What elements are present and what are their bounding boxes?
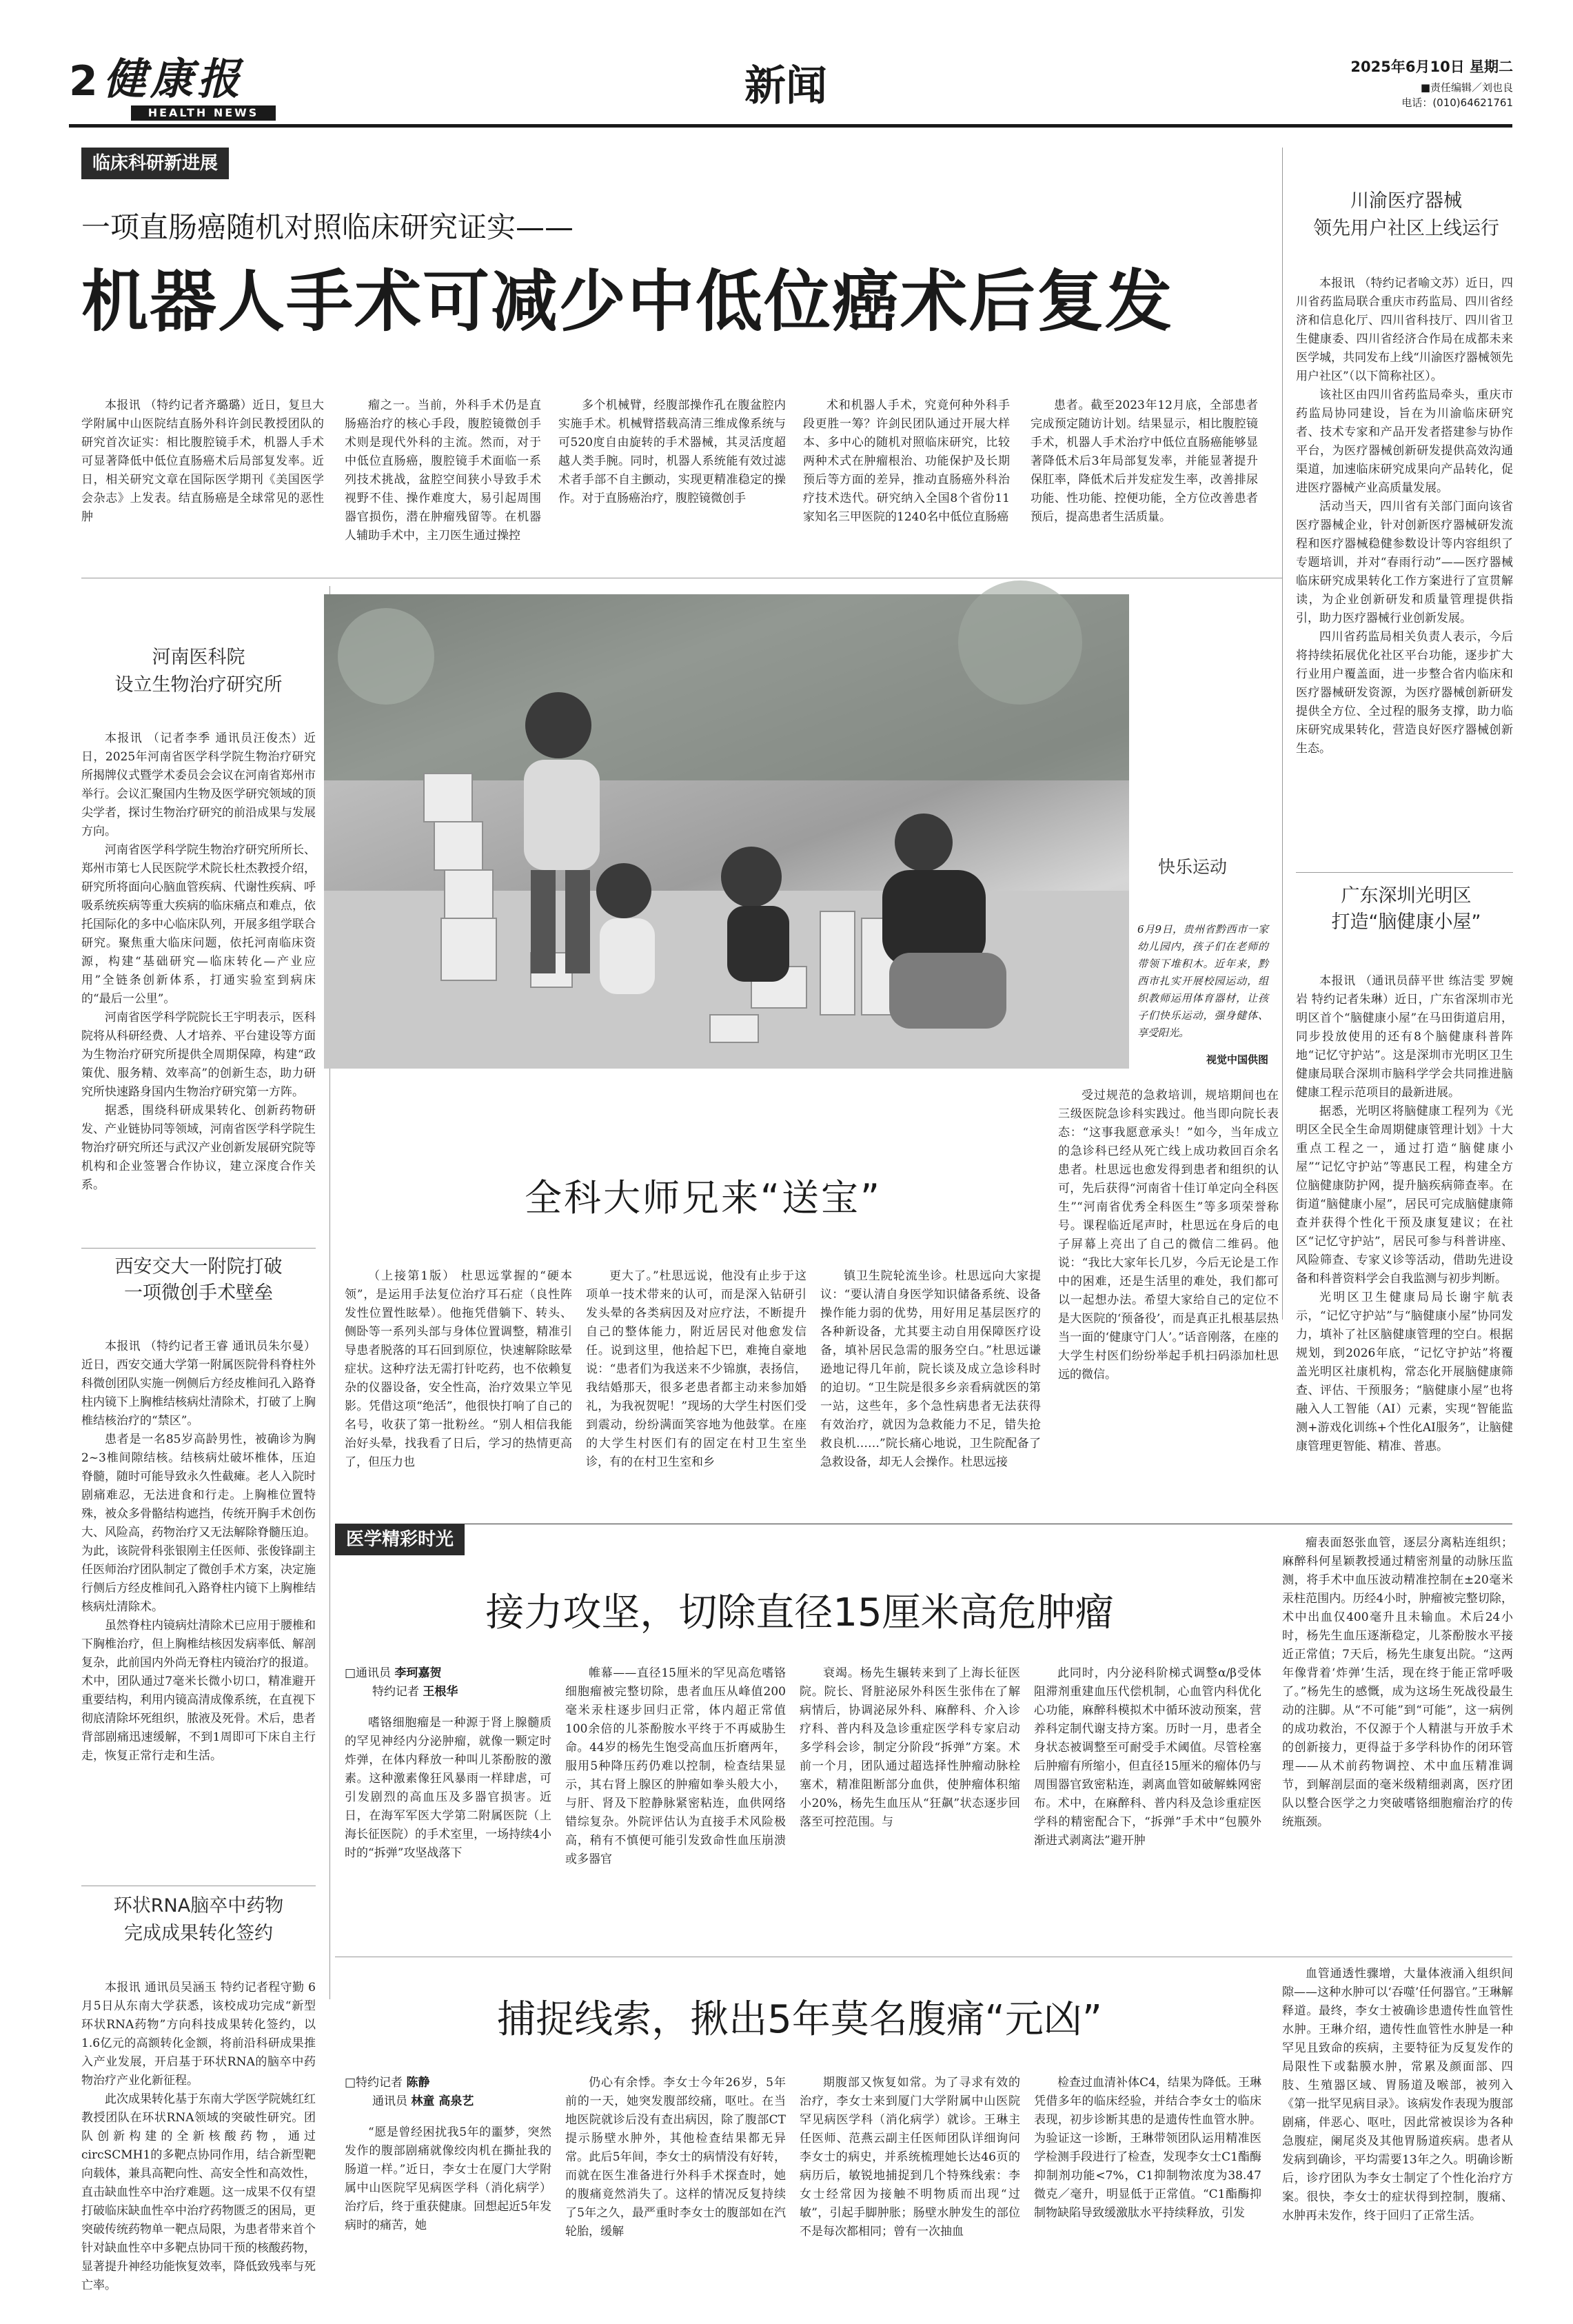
buzhuo-col-5: 血管通透性骤增，大量体液涌入组织间隙——这种水肿可以‘吞噬’任何器官。”王琳解释道。最终，李女士被确诊患遗传性血管性水肿。王琳介绍，遗传性血管性水肿是一种罕见且致命的疾病，主要特征为反复发作的局限性下或黏膜水肿，常累及颜面部、四肢、生殖器区域、胃肠道及喉部，被列入《第一批罕见病目录》。该病发作表现为腹部剧痛，伴恶心、呕吐，因此常被误诊为各种急腹症，阑尾炎及其他胃肠道疾病。患者从发病到确诊，平均需要13年之久。明确诊断后，诊疗团队为李女士制定了个性化治疗方案。很快，李女士的症状得到控制，腹痛、水肿再未发作，终于回归了正常生活。: [1282, 1967, 1513, 2223]
lead-col-4: 术和机器人手术，究竟何种外科手段更胜一筹？许剑民团队通过开展大样本、多中心的随机对照临床研究，比较两种术式在肿瘤根治、功能保护及长期预后等方面的差异，推动直肠癌外科治疗技术迭代。研究纳入全国8个省份11家知名三甲医院的1240名中低位直肠癌: [803, 398, 1010, 524]
lead-col-2: 瘤之一。当前，外科手术仍是直肠癌治疗的核心手段，腹腔镜微创手术则是现代外科的主流。然而，对于中低位直肠癌，腹腔镜手术面临一系列技术挑战，盆腔空间狭小导致手术视野不佳、操作难度大，易引起周围器官损伤，潜在肿瘤残留等。在机器人辅助手术中，主刀医生通过操控: [345, 398, 541, 543]
section-tag-medical: 医学精彩时光: [335, 1524, 465, 1555]
buzhuo-byline: □特约记者 陈静 通讯员 林童 高泉艺: [345, 2076, 474, 2108]
photo-illustration: [324, 594, 1129, 1069]
lead-col-5: 患者。截至2023年12月底，全部患者完成预定随访计划。结果显示，相比腹腔镜手术，机器人手术治疗中低位直肠癌能够显著降低术后3年局部复发率，并能显著提升保肛率，降低术后并发症发生率，改善排尿功能、性功能、控便功能，全方位改善患者预后，提高患者生活质量。: [1031, 398, 1258, 524]
buzhuo-col-2: 仍心有余悸。李女士今年26岁，5年前的一天，她突发腹部绞痛，呕吐。在当地医院就诊后没有查出病因，除了腹部CT提示肠壁水肿外，其他检查结果都无异常。此后5年间，李女士的病情没有好转，而就在医生准备进行外科手术探查时，她的腹痛竟然消失了。这样的情况反复持续了5年之久，最严重时李女士的腹部如在汽轮胎，缓解: [565, 2076, 786, 2239]
kindergarten-photo: [324, 594, 1129, 1069]
buzhuo-col-4: 检查过血清补体C4，结果为降低。王琳凭借多年的临床经验，并结合李女士的临床表现，初步诊断其患的是遗传性血管水肿。为验证这一诊断，王琳带领团队运用精准医学检测手段进行了检查，发现李女士C1酯酶抑制剂功能<7%，C1抑制物浓度为38.47微克／毫升，明显低于正常值。“C1酯酶抑制物缺陷导致缓激肽水平持续释放，引发: [1034, 2076, 1261, 2220]
buzhuo-headline: 捕捉线索，揪出5年莫名腹痛“元凶”: [497, 1997, 1102, 2042]
rna-subtitle: 完成成果转化签约: [124, 1923, 273, 1944]
henan-body: 本报讯 （记者李季 通讯员汪俊杰）近日，2025年河南省医学科学院生物治疗研究所揭牌仪式暨学术委员会会议在河南省郑州市举行。会议汇聚国内生物及医学研究领域的顶尖学者，探讨生物治疗研究的前沿成果与发展方向。 河南省医学科学院生物治疗研究所所长、郑州市第七人民医院学术院长杜杰教授介绍，研究所将面向心脑血管疾病、代谢性疾病、呼吸系统疾病等重大疾病的临床痛点和难点，依托国际化的多中心临床队列，开展多组学联合研究。聚焦重大临床问题，依托河南临床资源，构建“基础研究—临床转化—产业应用”全链条创新体系，打通实验室到病床的“最后一公里”。 河南省医学科学院院长王宇明表示，医科院将从科研经费、人才培养、平台建设等方面为生物治疗研究所提供全周期保障，构建“政策优、服务精、效率高”的创新生态，助力研究所快速路身国内生物治疗研究第一方阵。 据悉，围绕科研成果转化、创新药物研发、产业链协同等领域，河南省医学科学院生物治疗研究所还与武汉产业创新发展研究院等机构和企业签署合作协议，建立深度合作关系。: [81, 731, 316, 1192]
divider-henan-bottom: [81, 1248, 316, 1249]
divider-right-column: [1282, 148, 1283, 1320]
shenzhen-subtitle: 打造“脑健康小屋”: [1331, 911, 1481, 933]
jieli-headline: 接力攻坚，切除直径15厘米高危肿瘤: [485, 1590, 1114, 1635]
jieli-col-5: 瘤表面怒张血管，逐层分离粘连组织；麻醉科何星颖教授通过精密剂量的动脉压监测，将手术中血压波动精准控制在±20毫米汞柱范围内。历经4小时，肿瘤被完整切除，术中出血仅400毫升且未输血。术后24小时，杨先生血压逐渐稳定，儿茶酚胺水平接近正常值；7天后，杨先生康复出院。“这两年像背着‘炸弹’生活，现在终于能正常呼吸了。”杨先生的感慨，成为这场生死战役最生动的注脚。从“不可能”到“可能”，这一病例的成功救治，不仅源于个人精湛与开放手术的创新接力，更得益于多学科协作的闭环管理——从术前药物调控、术中血压精准调节，到解剖层面的毫米级精细剥离，医疗团队以整合医学之力突破嗜铬细胞瘤治疗的传统瓶颈。: [1282, 1536, 1513, 1829]
editor-credit: ■责任编辑／刘也良: [1420, 81, 1513, 94]
divider-chuanyu-bottom: [1296, 872, 1513, 873]
rna-body: 本报讯 通讯员吴涵玉 特约记者程守勤 6月5日从东南大学获悉，该校成功完成“新型环状RNA药物”方向科技成果转化签约，以1.6亿元的高额转化金额，将前沿科研成果推入产业发展，开启基于环状RNA的脑卒中药物治疗产业化新征程。 此次成果转化基于东南大学医学院姚红红教授团队在环状RNA领域的突破性研究。团队创新构建的全新核酸药物，通过circSCMH1的多靶点协同作用，结合新型靶向载体，兼具高靶向性、高安全性和高效性，直击缺血性卒中治疗难题。这一成果不仅有望打破临床缺血性卒中治疗药物匮乏的困局，更突破传统药物单一靶点局限，为患者带来首个针对缺血性卒中多靶点协同干预的核酸药物，显著提升神经功能恢复效率，降低致残率与死亡率。: [81, 1981, 316, 2292]
photo-caption: 6月9日，贵州省黔西市一家幼儿园内，孩子们在老师的带领下堆积木。近年来，黔西市扎实开展校园运动，组织教师运用体育器材，让孩子们快乐运动，强身健体、享受阳光。: [1137, 923, 1268, 1039]
jieli-col-1: 嗜铬细胞瘤是一种源于肾上腺髓质的罕见神经内分泌肿瘤，就像一颗定时炸弹，在体内释放一种叫儿茶酚胺的激素。这种激素像狂风暴雨一样肆虐，可引发剧烈的高血压及多器官损害。近日，在海军军医大学第二附属医院（上海长征医院）的手术室里，一场持续4小时的“拆弹”攻坚战落下: [345, 1716, 551, 1860]
chuanyu-subtitle: 领先用户社区上线运行: [1313, 218, 1499, 239]
editor-phone: 电话：(010)64621761: [1401, 97, 1513, 109]
quanke-col-3: 镇卫生院轮流坐诊。杜思远向大家提议：“要认清自身医学知识储备系统、设备操作能力弱的优势，用好用足基层医疗的各种新设备，尤其要主动自用保障医疗设备，填补居民急需的服务空白。”杜思远谦逊地记得几年前，院长谈及成立急诊科时的迫切。“卫生院是很多乡亲看病就医的第一站，这些年，多个急性病患者无法获得有效治疗，就因为急救能力不足，错失抢救良机……”院长痛心地说，卫生院配备了急救设备，却无人会操作。杜思远接: [820, 1269, 1041, 1469]
buzhuo-col-1: “愿是曾经困扰我5年的噩梦，突然发作的腹部剧痛就像绞肉机在撕扯我的肠道一样。”近日，李女士在厦门大学附属中山医院罕见病医学科（消化病学）治疗后，终于重获健康。回想起近5年发病时的痛苦，她: [345, 2125, 551, 2232]
issue-date: 2025年6月10日 星期二: [1350, 59, 1513, 75]
rna-title: 环状RNA脑卒中药物: [113, 1895, 284, 1917]
henan-subtitle: 设立生物治疗研究所: [114, 674, 283, 696]
lead-col-3: 多个机械臂，经腹部操作孔在腹盆腔内实施手术。机械臂搭载高清三维成像系统与可520度自由旋转的手术器械，其灵活度超越人类手腕。同时，机器人系统能有效过滤术者手部不自主颤动，实现更精准稳定的操作。对于直肠癌治疗，腹腔镜微创手: [558, 398, 786, 505]
photo-caption-title: 快乐运动: [1157, 857, 1227, 877]
jieli-col-3: 衰竭。杨先生辗转来到了上海长征医院。院长、肾脏泌尿外科医生张伟在了解病情后，协调泌尿外科、麻醉科、介入诊疗科、普内科及急诊重症医学科专家启动多学科会诊，制定分阶段“拆弹”方案。术前一个月，团队通过超选择性肿瘤动脉栓塞术，精准阻断部分血供，使肿瘤体积缩小20%，杨先生血压从“狂飙”状态逐步回落至可控范围。与: [800, 1666, 1020, 1829]
henan-title: 河南医科院: [152, 647, 245, 668]
page-number: 2: [69, 57, 98, 105]
section-tag-clinical: 临床科研新进展: [81, 148, 229, 179]
quanke-headline: 全科大师兄来“送宝”: [525, 1176, 882, 1220]
buzhuo-col-3: 期腹部又恢复如常。为了寻求有效的治疗，李女士来到厦门大学附属中山医院罕见病医学科（消化病学）就诊。王琳主任医师、范燕云副主任医师团队详细询问李女士的病史，并系统梳理她长达46页的病历后，敏锐地捕捉到几个特殊线索：李女士经常因为接触不明物质而出现“过敏”，引起手脚肿胀；肠壁水肿发生的部位不是每次都相同；曾有一次抽血: [800, 2076, 1020, 2239]
xian-title: 西安交大一附院打破: [114, 1256, 283, 1277]
quanke-col-2: 更大了。”杜思远说，他没有止步于这项单一技术带来的认可，而是深入钻研引发头晕的各类病因及对应疗法，不断提升自己的整体能力，附近居民对他愈发信任。说到这里，他拾起下巴，难掩自豪地说：“患者们为我送来不少锦旗，表扬信，我结婚那天，很多老患者都主动来参加婚礼，为我祝贺呢！”现场的大学生村医们受到震动，纷纷满面笑容地为他鼓掌。在座的大学生村医们有的固定在村卫生室坐诊，有的在村卫生室和乡: [586, 1269, 806, 1469]
jieli-col-2: 帷幕——直径15厘米的罕见高危嗜铬细胞瘤被完整切除，患者血压从峰值200毫米汞柱逐步回归正常，体内超正常值100余倍的儿茶酚胺水平终于不再威胁生命。44岁的杨先生饱受高血压折磨两年，服用5种降压药仍难以控制，检查结果显示，其右肾上腺区的肿瘤如拳头般大小，与肝、肾及下腔静脉紧密粘连，血供网络错综复杂。外院评估认为直接手术风险极高，稍有不慎便可能引发致命性血压崩溃或多器官: [565, 1666, 786, 1866]
jieli-byline: □通讯员 李珂嘉贺 特约记者 王根华: [345, 1666, 458, 1699]
jieli-col-4: 此同时，内分泌科阶梯式调整α/β受体阻滞剂重建血压代偿机制，心血管内科优化心功能，麻醉科模拟术中循环波动预案，营养科定制代谢支持方案。历时一月，患者全身状态被调整至可耐受手术阈值。尽管栓塞后肿瘤有所缩小，但直径15厘米的瘤体仍与周围器官致密粘连，剥离血管如破解蛛网密布。术中，在麻醉科、普内科及急诊重症医学科的精密配合下，“拆弹”手术中“包膜外渐进式剥离法”避开肿: [1034, 1666, 1261, 1848]
lead-kicker: 一项直肠癌随机对照临床研究证实——: [81, 210, 574, 244]
paper-name-english: HEALTH NEWS: [131, 105, 276, 121]
quanke-col-1: （上接第1版） 杜思远掌握的“硬本领”，是运用手法复位治疗耳石症（良性阵发性位置性眩晕）。他拖凭借躺下、转头、侧卧等一系列头部与身体位置调整，精准引导患者脱落的耳石回到原位，快速解除眩晕症状。这种疗法无需打针吃药，也不依赖复杂的仪器设备，安全性高，治疗效果立竿见影。凭借这项“绝活”，他很快打响了自己的名号，收获了第一批粉丝。“别人相信我能治好头晕，找我看了日后，学习的热情更高了，但压力也: [345, 1269, 572, 1469]
chuanyu-title: 川渝医疗器械: [1350, 190, 1462, 212]
xian-body: 本报讯 （特约记者王睿 通讯员朱尔曼）近日，西安交通大学第一附属医院骨科脊柱外科微创团队实施一例侧后方经皮椎间孔入路脊柱内镜下上胸椎结核病灶清除术，打破了上胸椎结核治疗的“禁区”。 患者是一名85岁高龄男性，被确诊为胸2~3椎间隙结核。结核病灶破坏椎体，压迫脊髓，随时可能导致永久性截瘫。老人入院时剧痛难忍，无法进食和行走。上胸椎位置特殊，被众多骨骼结构遮挡，传统开胸手术创伤大、风险高，药物治疗又无法解除脊髓压迫。为此，该院骨科张银刚主任医师、张俊锋副主任医师治疗团队制定了微创手术方案，决定施行侧后方经皮椎间孔入路脊柱内镜下上胸椎结核病灶清除术。 虽然脊柱内镜病灶清除术已应用于腰椎和下胸椎治疗，但上胸椎结核因发病率低、解剖复杂，此前国内外尚无脊柱内镜治疗的报道。术中，团队通过7毫米长微小切口，精准避开重要结构，利用内镜高清成像系统，在直视下彻底清除坏死组织，脓液及死骨。术后，患者背部剧痛迅速缓解，不到1周即可下床自主行走，恢复正常行走和生活。: [81, 1340, 316, 1763]
masthead: [0, 0, 1573, 131]
paper-name-logo: 健康报: [103, 54, 245, 104]
masthead-rule: [69, 124, 1512, 128]
xian-subtitle: 一项微创手术壁垒: [124, 1282, 273, 1304]
lead-headline: 机器人手术可减少中低位癌术后复发: [81, 263, 1173, 341]
shenzhen-body: 本报讯 （通讯员薛平世 练洁雯 罗婉岩 特约记者朱琳）近日，广东省深圳市光明区首个“脑健康小屋”在马田街道启用，同步投放使用的还有8个脑健康科普阵地“记忆守护站”。这是深圳市光明区卫生健康局联合深圳市脑科学学会共同推进脑健康工程示范项目的最新进展。 据悉，光明区将脑健康工程列为《光明区全民全生命周期健康管理计划》十大重点工程之一，通过打造“脑健康小屋”“记忆守护站”等惠民工程，构建全方位脑健康防护网，提升脑疾病筛查率。在街道“脑健康小屋”，居民可完成脑健康筛查并获得个性化干预及康复建议；在社区“记忆守护站”，居民可参与科普讲座、风险筛查、专家义诊等活动，借助先进设备和科普资料学会自我监测与初步判断。 光明区卫生健康局局长谢宇航表示，“记忆守护站”与“脑健康小屋”协同发力，填补了社区脑健康管理的空白。根据规划，到2026年底，“记忆守护站”将覆盖光明区社康机构，常态化开展脑健康筛查、评估、干预服务；“脑健康小屋”也将融入人工智能（AI）元素，实现“智能监测+游戏化训练+个性化AI服务”，让脑健康管理更智能、精准、普惠。: [1296, 974, 1513, 1453]
shenzhen-title: 广东深圳光明区: [1341, 885, 1472, 907]
section-title: 新闻: [744, 62, 827, 110]
quanke-col-4: 受过规范的急救培训，规培期间也在三级医院急诊科实践过。他当即向院长表态：“这事我愿意承头！”如今，当年成立的急诊科已经从死亡线上成功救回百余名患者。杜思远也愈发得到患者和组织的认可，先后获得“河南省十佳订单定向全科医生”“河南省优秀全科医生”等多项荣誉称号。课程临近尾声时，杜思远在身后的电子屏幕上亮出了自己的微信二维码。他说：“我比大家年长几岁，今后无论是工作中的困难，还是生活里的难处，我们都可以一起想办法。希望大家给自己的定位不是大医院的‘预备役’，而是真正扎根基层热当一面的‘健康守门人’。”话音刚落，在座的大学生村医们纷纷举起手机扫码添加杜思远的微信。: [1058, 1089, 1279, 1382]
lead-col-1: 本报讯 （特约记者齐璐璐）近日，复旦大学附属中山医院结直肠外科许剑民教授团队的研究首次证实：相比腹腔镜手术，机器人手术可显著降低中低位直肠癌术后局部复发率。近日，相关研究文章在国际医学期刊《美国医学会杂志》上发表。结直肠癌是全球常见的恶性肿: [81, 398, 324, 524]
chuanyu-body: 本报讯 （特约记者喻文苏）近日，四川省药监局联合重庆市药监局、四川省经济和信息化厅、四川省科技厅、四川省卫生健康委、四川省经济合作局在成都未来医学城，共同发布上线“川渝医疗器械领先用户社区”（以下简称社区）。 该社区由四川省药监局牵头，重庆市药监局协同建设，旨在为川渝临床研究者、技术专家和产品开发者搭建参与协作平台，为医疗器械创新研发提供高效沟通渠道，加速临床研究成果向产品转化，促进医疗器械产业高质量发展。 活动当天，四川省有关部门面向该省医疗器械企业，针对创新医疗器械研发流程和医疗器械稳健参数设计等内容组织了专题培训，并对“春雨行动”——医疗器械临床研究成果转化工作方案进行了宣贯解读，为企业创新研发和质量管理提供指引，助力医疗器械行业创新发展。 四川省药监局相关负责人表示，今后将持续拓展优化社区平台功能，逐步扩大行业用户覆盖面，进一步整合省内临床和医疗器械研发资源，为医疗器械创新研发提供全方位、全过程的服务支撑，助力临床研究成果转化，营造良好医疗器械创新生态。: [1296, 276, 1513, 756]
photo-credit: 视觉中国供图: [1206, 1053, 1268, 1066]
